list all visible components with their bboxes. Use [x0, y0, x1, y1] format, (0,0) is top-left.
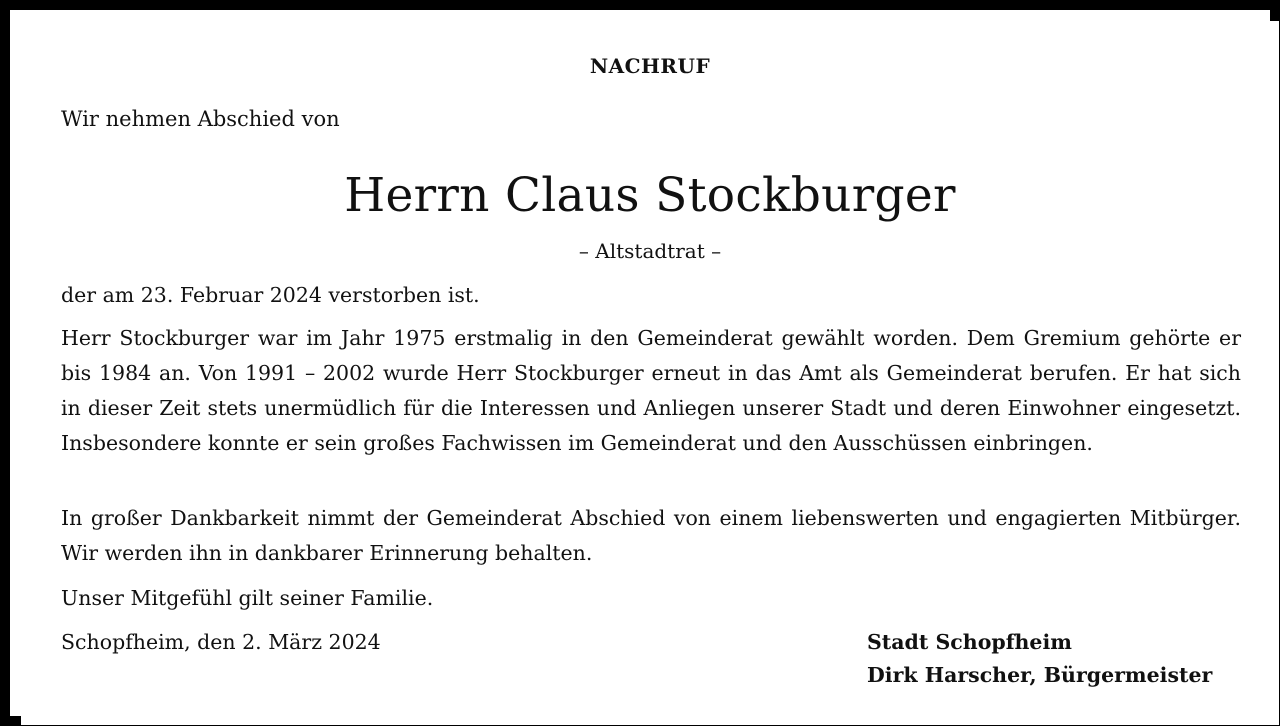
signature-organization: Stadt Schopfheim [867, 630, 1072, 654]
notice-heading: NACHRUF [589, 54, 711, 78]
intro-line: Wir nehmen Abschied von [61, 107, 340, 131]
thanks-paragraph: In großer Dankbarkeit nimmt der Gemeinderat Abschied von einem liebenswerten und engagierten Mitbürger. Wir werden ihn in dankbarer Erinnerung behalten. [61, 506, 1241, 565]
place-date: Schopfheim, den 2. März 2024 [61, 630, 381, 654]
obituary-notice [21, 21, 1279, 725]
biography-paragraph: Herr Stockburger war im Jahr 1975 erstmalig in den Gemeinderat gewählt worden. Dem Gremium gehörte er bis 1984 an. Von 1991 – 2002 wurde Herr Stockburger erneut in das Amt als Gemeinderat berufen. Er hat sich in dieser Zeit stets unermüdlich für die Interessen und Anliegen unserer Stadt und deren Einwohner eingesetzt. Insbesondere konnte er sein großes Fachwissen im Gemeinderat und den Ausschüssen einbringen. [61, 326, 1241, 455]
deceased-title: – Altstadtrat – [578, 239, 722, 263]
deceased-name: Herrn Claus Stockburger [344, 168, 956, 223]
sympathy-line: Unser Mitgefühl gilt seiner Familie. [61, 586, 434, 610]
death-date-line: der am 23. Februar 2024 verstorben ist. [61, 283, 480, 307]
signature-block [867, 626, 1212, 692]
signature-signer: Dirk Harscher, Bürgermeister [867, 663, 1213, 687]
